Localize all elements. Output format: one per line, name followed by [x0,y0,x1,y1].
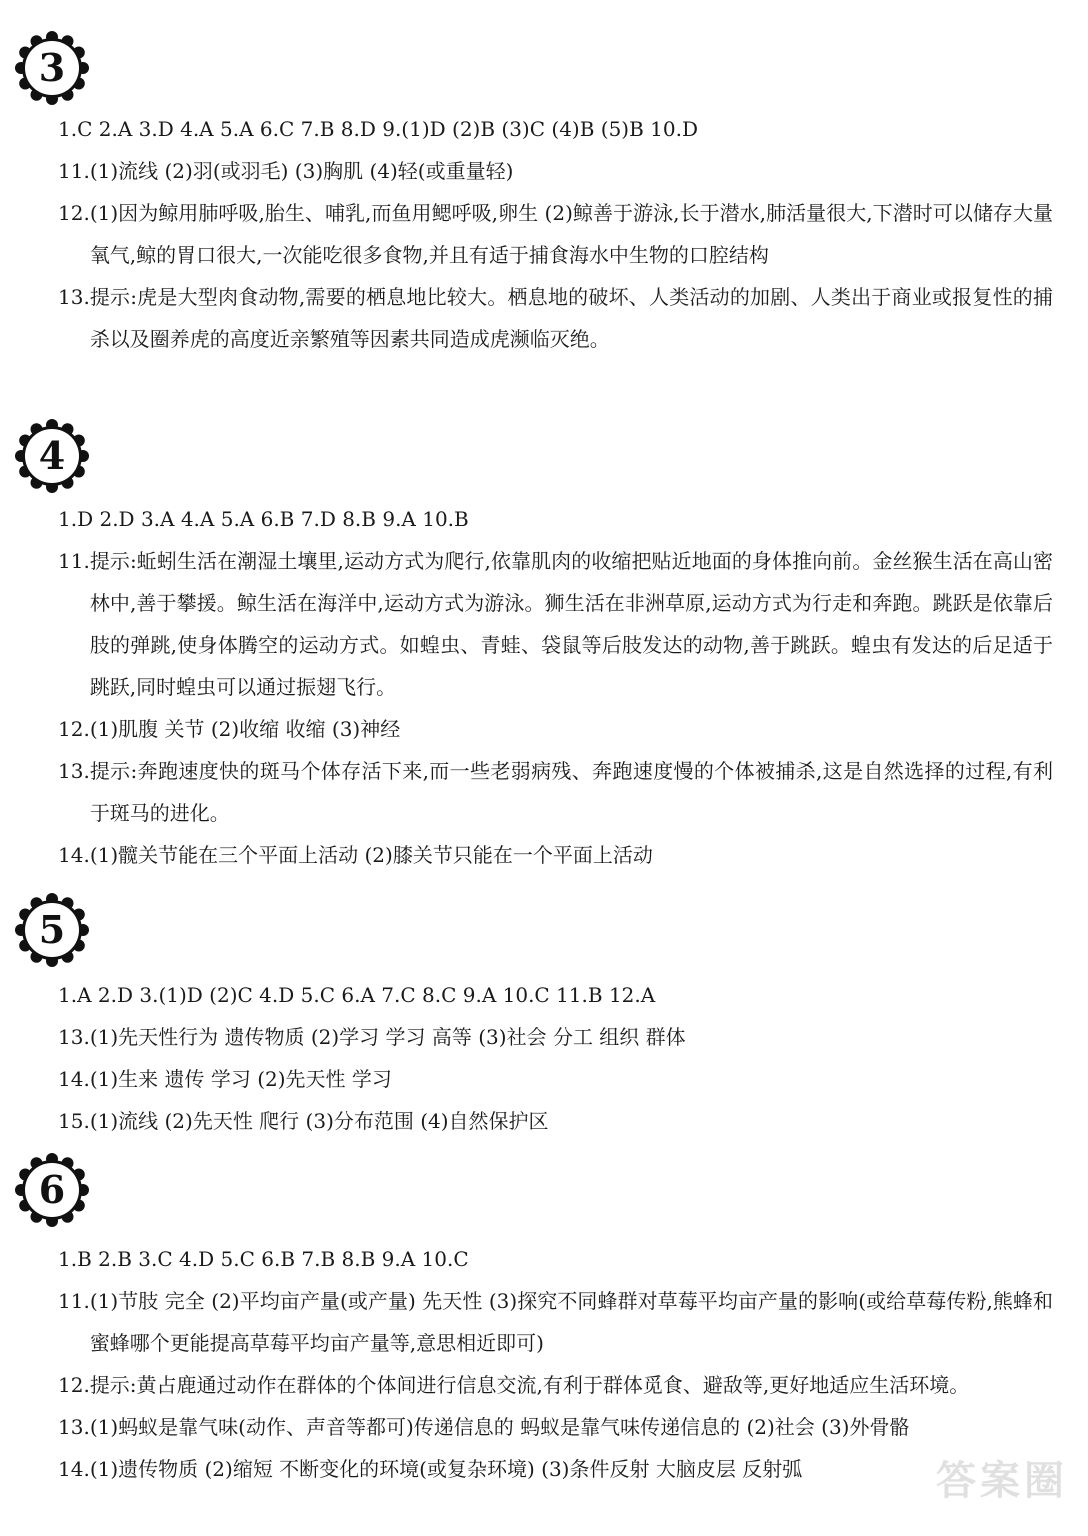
scalloped-circle-icon [14,418,90,494]
section-number-badge [14,892,90,968]
answer-line: 12. (1)因为鲸用肺呼吸,胎生、哺乳,而鱼用鳃呼吸,卵生 (2)鲸善于游泳,长于潜水,肺活量很大,下潜时可以储存大量氧气,鲸的胃口很大,一次能吃很多食物,并且有适于捕食海水中生物的口腔结构 [58,201,1053,267]
answer-line: 1.B 2.B 3.C 4.D 5.C 6.B 7.B 8.B 9.A 10.C [58,1247,469,1271]
answer-line: 15. (1)流线 (2)先天性 爬行 (3)分布范围 (4)自然保护区 [58,1109,549,1133]
svg-text:6: 6 [38,1167,66,1212]
section-number-badge [14,1152,90,1228]
answer-line: 13. 提示:虎是大型肉食动物,需要的栖息地比较大。栖息地的破坏、人类活动的加剧、人类出于商业或报复性的捕杀以及圈养虎的高度近亲繁殖等因素共同造成虎濒临灭绝。 [58,285,1053,351]
answer-line: 13. 提示:奔跑速度快的斑马个体存活下来,而一些老弱病残、奔跑速度慢的个体被捕杀,这是自然选择的过程,有利于斑马的进化。 [58,759,1053,825]
answer-line: 12. 提示:黄占鹿通过动作在群体的个体间进行信息交流,有利于群体觅食、避敌等,更好地适应生活环境。 [58,1373,970,1397]
answer-line: 12. (1)肌腹 关节 (2)收缩 收缩 (3)神经 [58,717,401,741]
answer-line: 14. (1)遗传物质 (2)缩短 不断变化的环境(或复杂环境) (3)条件反射 大脑皮层 反射弧 [58,1457,803,1481]
svg-text:3: 3 [38,45,66,90]
answer-line: 11. (1)节肢 完全 (2)平均亩产量(或产量) 先天性 (3)探究不同蜂群对草莓平均亩产量的影响(或给草莓传粉,熊蜂和蜜蜂哪个更能提高草莓平均亩产量等,意思相近即可) [58,1289,1053,1355]
svg-text:5: 5 [38,907,66,952]
answer-line: 13. (1)蚂蚁是靠气味(动作、声音等都可)传递信息的 蚂蚁是靠气味传递信息的 (2)社会 (3)外骨骼 [58,1415,910,1439]
answer-line: 11. (1)流线 (2)羽(或羽毛) (3)胸肌 (4)轻(或重量轻) [58,159,514,183]
answer-line: 1.D 2.D 3.A 4.A 5.A 6.B 7.D 8.B 9.A 10.B [58,507,469,531]
scalloped-circle-icon [14,892,90,968]
section-number-badge [14,30,90,106]
scalloped-circle-icon [14,1152,90,1228]
answer-line: 11. 提示:蚯蚓生活在潮湿土壤里,运动方式为爬行,依靠肌肉的收缩把贴近地面的身体推向前。金丝猴生活在高山密林中,善于攀援。鲸生活在海洋中,运动方式为游泳。狮生活在非洲草原,运动方式为行走和奔跑。跳跃是依靠后肢的弹跳,使身体腾空的运动方式。如蝗虫、青蛙、袋鼠等后肢发达的动物,善于跳跃。蝗虫有发达的后足适于跳跃,同时蝗虫可以通过振翅飞行。 [58,549,1053,699]
answer-line: 13. (1)先天性行为 遗传物质 (2)学习 学习 高等 (3)社会 分工 组织 群体 [58,1025,686,1049]
answer-line: 1.A 2.D 3.(1)D (2)C 4.D 5.C 6.A 7.C 8.C 9.A 10.C 11.B 12.A [58,983,656,1007]
answer-line: 14. (1)髋关节能在三个平面上活动 (2)膝关节只能在一个平面上活动 [58,843,653,867]
scalloped-circle-icon [14,30,90,106]
svg-text:4: 4 [38,433,66,478]
answer-line: 14. (1)生来 遗传 学习 (2)先天性 学习 [58,1067,392,1091]
section-number-badge [14,418,90,494]
answer-line: 1.C 2.A 3.D 4.A 5.A 6.C 7.B 8.D 9.(1)D (2)B (3)C (4)B (5)B 10.D [58,117,699,141]
watermark-logo: 答案圈 [936,1458,1068,1504]
